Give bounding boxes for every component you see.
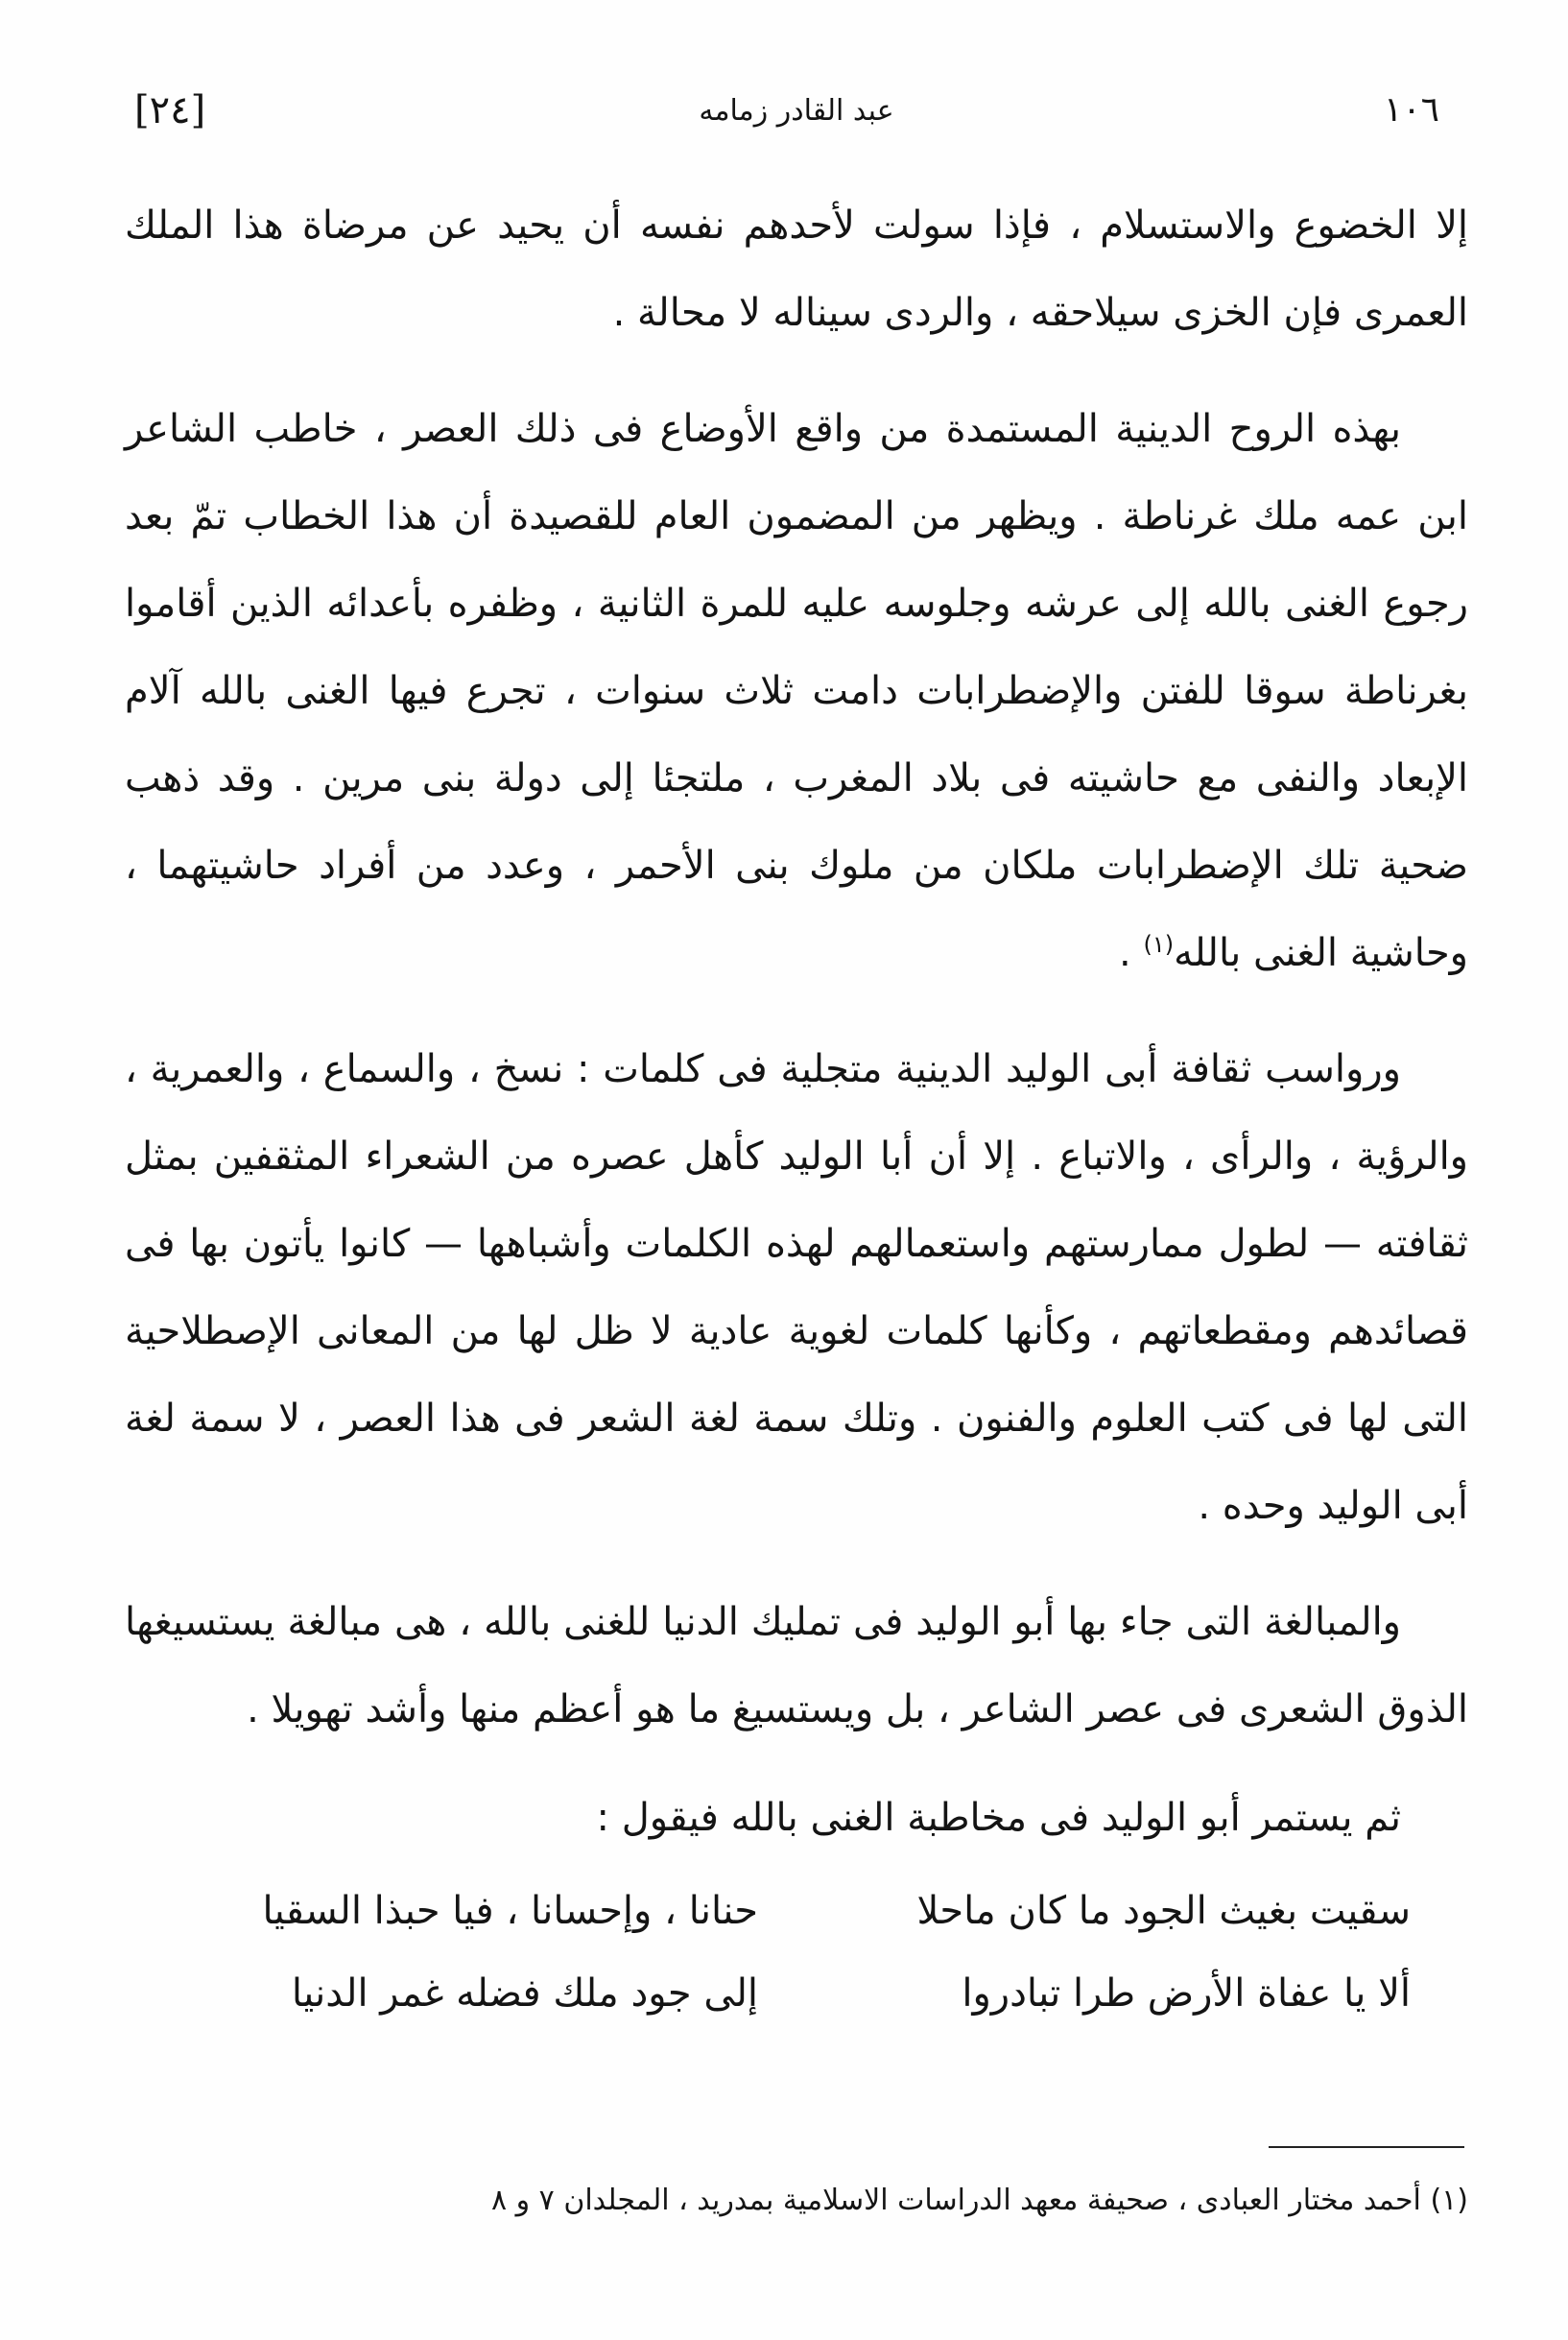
page-number: ١٠٦ <box>1383 90 1439 130</box>
verse-line <box>125 1952 1468 2035</box>
verse-1-second-hemistich: حنانا ، وإحسانا ، فيا حبذا السقيا <box>262 1889 758 1933</box>
verse-line <box>125 1870 1468 1952</box>
verse-block <box>125 1870 1468 2035</box>
paragraph-5: ثم يستمر أبو الوليد فى مخاطبة الغنى بالله فيقول : <box>596 1796 1401 1840</box>
paragraph-1: إلا الخضوع والاستسلام ، فإذا سولت لأحدهم نفسه أن يحيد عن مرضاة هذا الملك العمرى فإن الخزى سيلاحقه ، والردى سيناله لا محالة . <box>125 203 1468 335</box>
footnote-text: أحمد مختار العبادى ، صحيفة معهد الدراسات الاسلامية بمدريد ، المجلدان ٧ و ٨ <box>490 2184 1421 2217</box>
main-text <box>125 182 1468 2035</box>
verse-2-second-hemistich: إلى جود ملك فضله غمر الدنيا <box>291 1971 758 2016</box>
footnote <box>221 2177 1468 2225</box>
verse-1-first-hemistich: سقيت بغيث الجود ما كان ماحلا <box>916 1889 1411 1933</box>
author-name: عبد القادر زمامه <box>699 94 894 128</box>
paragraph-2 <box>125 386 1468 997</box>
footnote-divider <box>1269 2146 1464 2148</box>
section-number: [٢٤] <box>134 88 206 132</box>
paragraph-4: والمبالغة التى جاء بها أبو الوليد فى تمليك الدنيا للغنى بالله ، هى مبالغة يستسيغها الذوق الشعرى فى عصر الشاعر ، بل ويستسيغ ما هو أعظم منها وأشد تهويلا . <box>125 1600 1468 1731</box>
verse-2-first-hemistich: ألا يا عفاة الأرض طرا تبادروا <box>962 1971 1411 2016</box>
paragraph-2-end: . <box>1119 931 1144 975</box>
paragraph-3: ورواسب ثقافة أبى الوليد الدينية متجلية فى كلمات : نسخ ، والسماع ، والعمرية ، والرؤية ، والرأى ، والاتباع . إلا أن أبا الوليد كأهل عصره من الشعراء المثقفين بمثل ثقافته — لطول ممارستهم واستعمالهم لهذه الكلمات وأشباهها — كانوا يأتون بها فى قصائدهم ومقطعاتهم ، وكأنها كلمات لغوية عادية لا ظل لها من المعانى الإصطلاحية التى لها فى كتب العلوم والفنون . وتلك سمة لغة الشعر فى هذا العصر ، لا سمة لغة أبى الوليد وحده . <box>125 1047 1468 1528</box>
footnote-marker: (١) <box>1430 2184 1468 2217</box>
paragraph-2-text: بهذه الروح الدينية المستمدة من واقع الأوضاع فى ذلك العصر ، خاطب الشاعر ابن عمه ملك غرناطة . ويظهر من المضمون العام للقصيدة أن هذا الخطاب تمّ بعد رجوع الغنى بالله إلى عرشه وجلوسه عليه للمرة الثانية ، وظفره بأعدائه الذين أقاموا بغرناطة سوقا للفتن والإضطرابات دامت ثلاث سنوات ، تجرع فيها الغنى بالله آلام الإبعاد والنفى مع حاشيته فى بلاد المغرب ، ملتجئا إلى دولة بنى مرين . وقد ذهب ضحية تلك الإضطرابات ملكان من ملوك بنى الأحمر ، وعدد من أفراد حاشيتهما ، وحاشية الغنى بالله <box>125 407 1468 975</box>
footnote-ref[interactable]: (١) <box>1143 931 1175 958</box>
running-header <box>125 88 1468 146</box>
